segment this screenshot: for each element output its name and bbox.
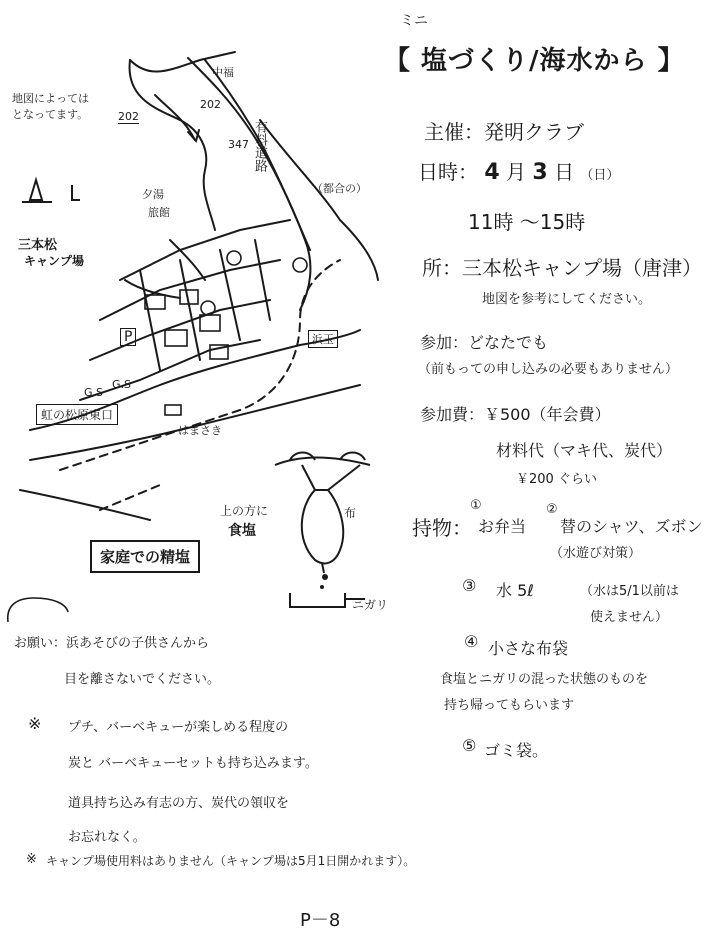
date-prefix: 日時： (418, 160, 478, 184)
diagram-cloth: 布 (344, 506, 357, 520)
map-yuyu-line2: 旅館 (148, 206, 170, 219)
place-note: 地図を参考にしてください。 (482, 292, 652, 307)
map-station-label: 虹の松原東口 (36, 404, 118, 425)
map-yuyu-line1: 夕湯 (142, 188, 164, 201)
camp-fee-line: キャンプ場使用料はありません（キャンプ場は5月1日開かれます）。 (46, 854, 416, 868)
speech-bubble-icon (4, 594, 74, 624)
request-line2: 目を離さないでください。 (64, 672, 221, 687)
bring-4-note1: 食塩とニガリの混った状態のものを (440, 672, 649, 687)
camp-fee-mark: ※ (26, 852, 37, 867)
map-road-main (130, 60, 215, 230)
map-camp-line1: 三本松 (18, 238, 58, 253)
join-note: （前もっての申し込みの必要もありません） (418, 362, 679, 377)
request-line1: お願い：浜あそびの子供さんから (14, 636, 210, 651)
date-day-unit: 日 (554, 160, 575, 184)
material-line: 材料代（マキ代、炭代） (496, 441, 673, 460)
tools-line1: 道具持ち込み有志の方、炭代の領収を (68, 796, 290, 811)
map-route-202-note: 202 (118, 110, 139, 123)
time-line: 11時 〜15時 (468, 210, 586, 234)
diagram-salt-top-2: 食塩 (228, 523, 256, 539)
bring-2-num: ② (546, 502, 558, 517)
bbq-line2: 炭と バーベキューセットも持ち込みます。 (68, 756, 318, 771)
map-gs1: G.S (84, 386, 104, 399)
bring-label: 持物： (412, 516, 472, 540)
date-line (418, 156, 619, 185)
map-coast-east (260, 120, 378, 280)
bring-2: 替のシャツ、ズボン (560, 517, 703, 536)
bring-4-num: ④ (464, 632, 479, 651)
map-gs2: G.S (112, 378, 132, 391)
material-price: ￥200 ぐらい (516, 472, 597, 487)
bring-4-note2: 持ち帰ってもらいます (444, 698, 575, 713)
diagram-nigari: ニガリ (352, 598, 389, 612)
map-route-202: 202 (200, 98, 221, 111)
join-line: 参加：どなたでも (420, 333, 549, 352)
fee-line: 参加費：￥500（年会費） (420, 405, 611, 424)
bring-3-note2: 使えません） (590, 610, 669, 625)
page-number: P－8 (300, 910, 341, 931)
bbq-note-mark: ※ (28, 714, 42, 733)
bring-1-num: ① (470, 498, 482, 513)
diagram-salt-top-1: 上の方に (220, 504, 269, 518)
bring-5: ゴミ袋。 (484, 741, 549, 760)
bring-1: お弁当 (478, 517, 527, 536)
host-line: 主催：発明クラブ (424, 120, 584, 144)
bring-2-note: （水遊び対策） (550, 546, 642, 561)
tools-line2: お忘れなく。 (68, 830, 146, 845)
map-ariake-road: 有料道路 (252, 120, 267, 172)
map-note-line1: 地図によっては (12, 92, 89, 105)
bring-3: 水 5ℓ (496, 581, 534, 600)
header-mini: ミニ (400, 13, 428, 29)
bring-3-num: ③ (462, 576, 477, 595)
map-hamasaki: はまさき (178, 424, 222, 437)
bbq-line1: プチ、バーベキューが楽しめる程度の (68, 720, 289, 735)
bring-4: 小さな布袋 (488, 639, 569, 658)
place-line: 所：三本松キャンプ場（唐津） (422, 256, 702, 280)
map-camp-line2: キャンプ場 (24, 254, 85, 268)
date-day: 3 (532, 160, 548, 185)
home-salt-box: 家庭での精塩 (90, 540, 200, 573)
map-road-east (188, 58, 310, 310)
date-month: 4 (484, 160, 500, 185)
map-route-347: 347 (228, 138, 249, 151)
bring-3-note1: （水は5/1以前は (580, 584, 679, 599)
map-note-line2: となってます。 (12, 108, 89, 121)
map-north-label: 中福 (212, 66, 234, 79)
map-route-label: 浜玉 (308, 330, 338, 348)
bring-5-num: ⑤ (462, 736, 477, 755)
page-title: 【 塩づくり/海水から 】 (384, 46, 685, 76)
map-ariake-road-sub: （都合の） (312, 182, 367, 195)
date-month-unit: 月 (506, 160, 527, 184)
date-weekday: （日） (580, 168, 620, 183)
map-parking: P (120, 328, 136, 346)
